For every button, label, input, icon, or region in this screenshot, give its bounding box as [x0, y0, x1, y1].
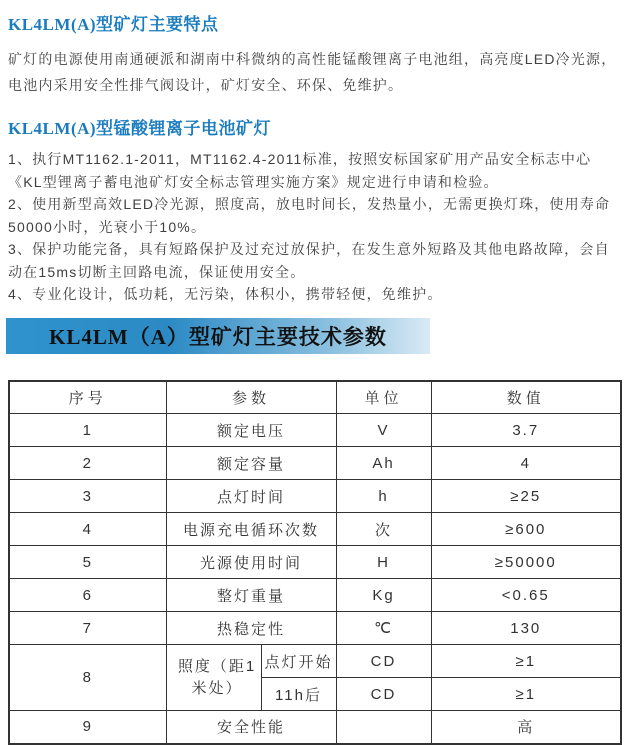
cell-unit: h [336, 480, 431, 513]
cell-value: <0.65 [431, 579, 621, 612]
tech-params-banner [6, 318, 430, 354]
table-row [9, 447, 621, 480]
cell-unit: CD [336, 678, 431, 711]
table-row [9, 645, 621, 678]
table-row [9, 711, 621, 744]
cell-param: 热稳定性 [166, 612, 336, 645]
feature-item-1: 1、执行MT1162.1-2011，MT1162.4-2011标准，按照安标国家矿用产品安全标志中心《KL型锂离子蓄电池矿灯安全标志管理实施方案》规定进行申请和检验。 [8, 151, 592, 190]
table-header-row [9, 381, 621, 414]
cell-value: ≥25 [431, 480, 621, 513]
intro-paragraph: 矿灯的电源使用南通硬派和湖南中科微纳的高性能锰酸锂离子电池组，高亮度LED冷光源，电池内采用安全性排气阀设计，矿灯安全、环保、免维护。 [8, 51, 617, 93]
cell-value: 4 [431, 447, 621, 480]
cell-param: 电源充电循环次数 [166, 513, 336, 546]
cell-no: 2 [9, 447, 166, 480]
cell-value: 130 [431, 612, 621, 645]
section-heading-features: KL4LM(A)型矿灯主要特点 [8, 15, 219, 34]
table-row [9, 579, 621, 612]
cell-no: 3 [9, 480, 166, 513]
cell-param: 安全性能 [166, 711, 336, 744]
cell-param: 点灯时间 [166, 480, 336, 513]
cell-unit: H [336, 546, 431, 579]
section-heading-battery: KL4LM(A)型锰酸锂离子电池矿灯 [8, 119, 272, 138]
cell-value: ≥1 [431, 645, 621, 678]
cell-no: 6 [9, 579, 166, 612]
cell-unit: V [336, 414, 431, 447]
feature-item-2: 2、使用新型高效LED冷光源，照度高，放电时间长，发热量小，无需更换灯珠，使用寿命50000小时，光衰小于10%。 [8, 196, 611, 235]
cell-no: 7 [9, 612, 166, 645]
cell-unit: 次 [336, 513, 431, 546]
banner-title: KL4LM（A）型矿灯主要技术参数 [49, 324, 387, 349]
cell-unit: CD [336, 645, 431, 678]
cell-no: 4 [9, 513, 166, 546]
cell-no: 1 [9, 414, 166, 447]
header-value: 数值 [431, 381, 621, 414]
cell-unit [336, 711, 431, 744]
table-row [9, 612, 621, 645]
cell-param-illuminance: 照度（距1米处） [166, 645, 261, 711]
cell-value: ≥1 [431, 678, 621, 711]
cell-subparam: 11h后 [261, 678, 336, 711]
table-row [9, 513, 621, 546]
cell-no: 8 [9, 645, 166, 711]
cell-no: 5 [9, 546, 166, 579]
cell-no: 9 [9, 711, 166, 744]
cell-value: ≥600 [431, 513, 621, 546]
feature-item-3: 3、保护功能完备，具有短路保护及过充过放保护，在发生意外短路及其他电路故障，会自动在15ms切断主回路电流，保证使用安全。 [8, 241, 610, 280]
cell-unit: Ah [336, 447, 431, 480]
cell-subparam: 点灯开始 [261, 645, 336, 678]
table-row [9, 480, 621, 513]
cell-value: 3.7 [431, 414, 621, 447]
cell-param: 额定电压 [166, 414, 336, 447]
header-no: 序号 [9, 381, 166, 414]
feature-item-4: 4、专业化设计，低功耗，无污染，体积小，携带轻便，免维护。 [8, 286, 443, 302]
feature-list [8, 148, 619, 306]
cell-param: 整灯重量 [166, 579, 336, 612]
header-param: 参数 [166, 381, 336, 414]
table-row [9, 414, 621, 447]
spec-table [8, 380, 622, 745]
header-unit: 单位 [336, 381, 431, 414]
cell-unit: Kg [336, 579, 431, 612]
cell-value: 高 [431, 711, 621, 744]
cell-value: ≥50000 [431, 546, 621, 579]
table-row [9, 546, 621, 579]
cell-param: 额定容量 [166, 447, 336, 480]
cell-unit: ℃ [336, 612, 431, 645]
cell-param: 光源使用时间 [166, 546, 336, 579]
